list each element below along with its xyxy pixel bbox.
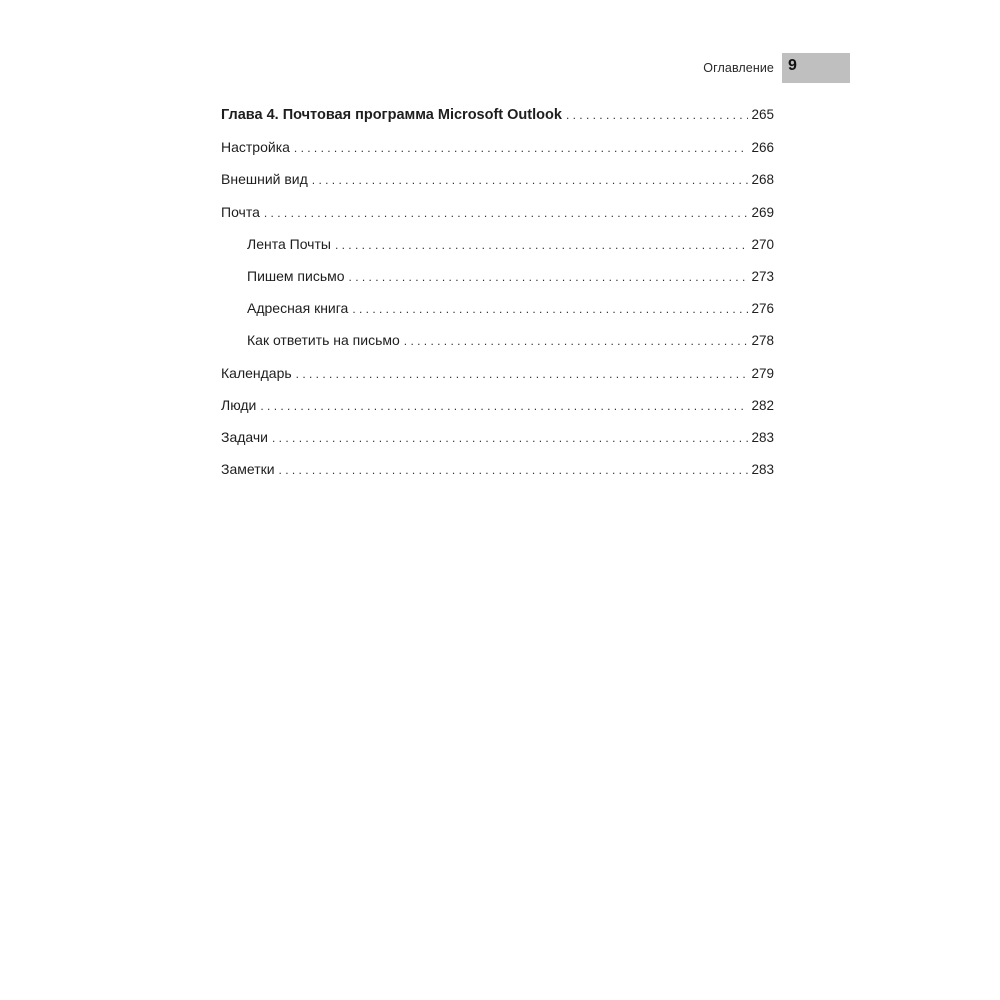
toc-entry-page: 270 [751,236,774,252]
toc-entry-write-letter[interactable] [221,266,774,298]
toc-entry-label: Почта [221,203,260,220]
toc-entry-mail[interactable] [221,202,774,234]
dot-leader [296,364,749,384]
toc-entry-label: Пишем письмо [247,267,345,284]
dot-leader [264,203,749,223]
toc-entry-notes[interactable] [221,459,774,491]
toc-entry-page: 279 [751,365,774,381]
toc-entry-label: Настройка [221,139,290,156]
dot-leader [294,138,749,158]
dot-leader [335,235,749,255]
dot-leader [566,105,749,125]
dot-leader [352,299,748,319]
page-number: 9 [788,57,797,74]
toc-entry-label: Адресная книга [247,300,349,317]
toc-entry-page: 268 [751,172,774,188]
toc-entry-tasks[interactable] [221,427,774,459]
toc-entry-settings[interactable] [221,137,774,169]
toc-entry-reply-letter[interactable] [221,330,774,362]
dot-leader [260,396,748,416]
running-header [0,53,1000,83]
toc-entry-address-book[interactable] [221,298,774,330]
toc-entry-label: Внешний вид [221,171,308,188]
toc-entry-page: 282 [751,397,774,413]
toc-entry-label: Как ответить на письмо [247,332,400,349]
dot-leader [312,170,749,190]
toc-entry-label: Лента Почты [247,235,331,252]
toc-entry-chapter-4[interactable] [221,105,774,137]
table-of-contents [221,105,774,491]
toc-entry-page: 283 [751,429,774,445]
toc-entry-page: 273 [751,268,774,284]
toc-entry-label: Задачи [221,428,269,445]
dot-leader [404,331,749,351]
dot-leader [279,460,749,480]
toc-entry-page: 283 [751,462,774,478]
toc-entry-calendar[interactable] [221,363,774,395]
toc-entry-page: 265 [751,107,774,122]
toc-entry-page: 266 [751,140,774,156]
toc-entry-page: 269 [751,204,774,220]
toc-entry-people[interactable] [221,395,774,427]
running-header-title: Оглавление [703,61,774,75]
dot-leader [349,267,749,287]
page-number-tab [782,53,850,83]
dot-leader [272,428,748,448]
toc-entry-appearance[interactable] [221,169,774,201]
toc-entry-label: Заметки [221,461,275,478]
toc-entry-mail-feed[interactable] [221,234,774,266]
toc-entry-page: 276 [751,301,774,317]
toc-entry-label: Люди [221,396,257,413]
toc-entry-label: Календарь [221,364,292,381]
toc-entry-page: 278 [751,333,774,349]
toc-entry-label: Глава 4. Почтовая программа Microsoft Outlook [221,107,562,123]
